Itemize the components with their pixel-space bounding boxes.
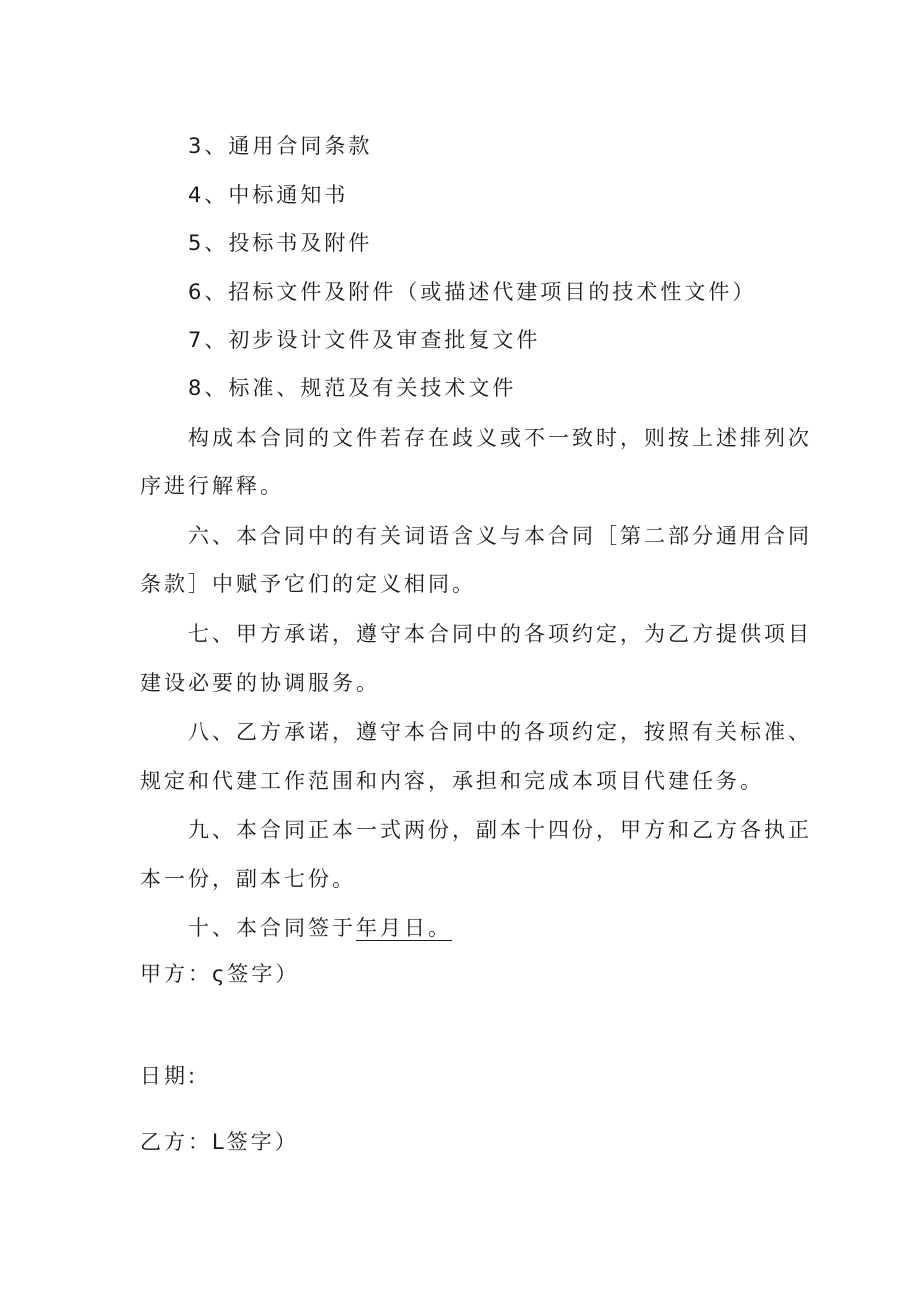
clause-6-line1: 六、本合同中的有关词语含义与本合同［第二部分通用合同 [188,524,812,548]
signing-date-blank: 年月日。 [356,916,452,940]
list-item: 4、中标通知书 [188,183,349,207]
signature-date: 日期: [140,1064,199,1088]
precedence-paragraph-line1: 构成本合同的文件若存在歧义或不一致时，则按上述排列次 [188,426,812,450]
party-b-signature: 乙方：L签字） [140,1130,299,1154]
precedence-paragraph-line2: 序进行解释。 [140,474,284,498]
list-item: 5、投标书及附件 [188,231,373,255]
list-item: 3、通用合同条款 [188,134,373,158]
clause-9-line1: 九、本合同正本一式两份，副本十四份，甲方和乙方各执正 [188,818,812,842]
party-a-signature: 甲方：ς签字） [140,962,300,986]
list-item: 7、初步设计文件及审查批复文件 [188,328,541,352]
clause-10 [188,914,452,942]
clause-10-prefix: 十、本合同签于 [188,916,356,940]
list-item: 6、招标文件及附件（或描述代建项目的技术性文件） [188,280,757,304]
list-item: 8、标准、规范及有关技术文件 [188,376,517,400]
clause-7-line1: 七、甲方承诺，遵守本合同中的各项约定，为乙方提供项目 [188,622,812,646]
clause-7-line2: 建设必要的协调服务。 [140,671,380,695]
clause-6-line2: 条款］中赋予它们的定义相同。 [140,572,476,596]
clause-8-line2: 规定和代建工作范围和内容，承担和完成本项目代建任务。 [140,769,764,793]
clause-9-line2: 本一份，副本七份。 [140,867,356,891]
clause-8-line1: 八、乙方承诺，遵守本合同中的各项约定，按照有关标准、 [188,720,812,744]
